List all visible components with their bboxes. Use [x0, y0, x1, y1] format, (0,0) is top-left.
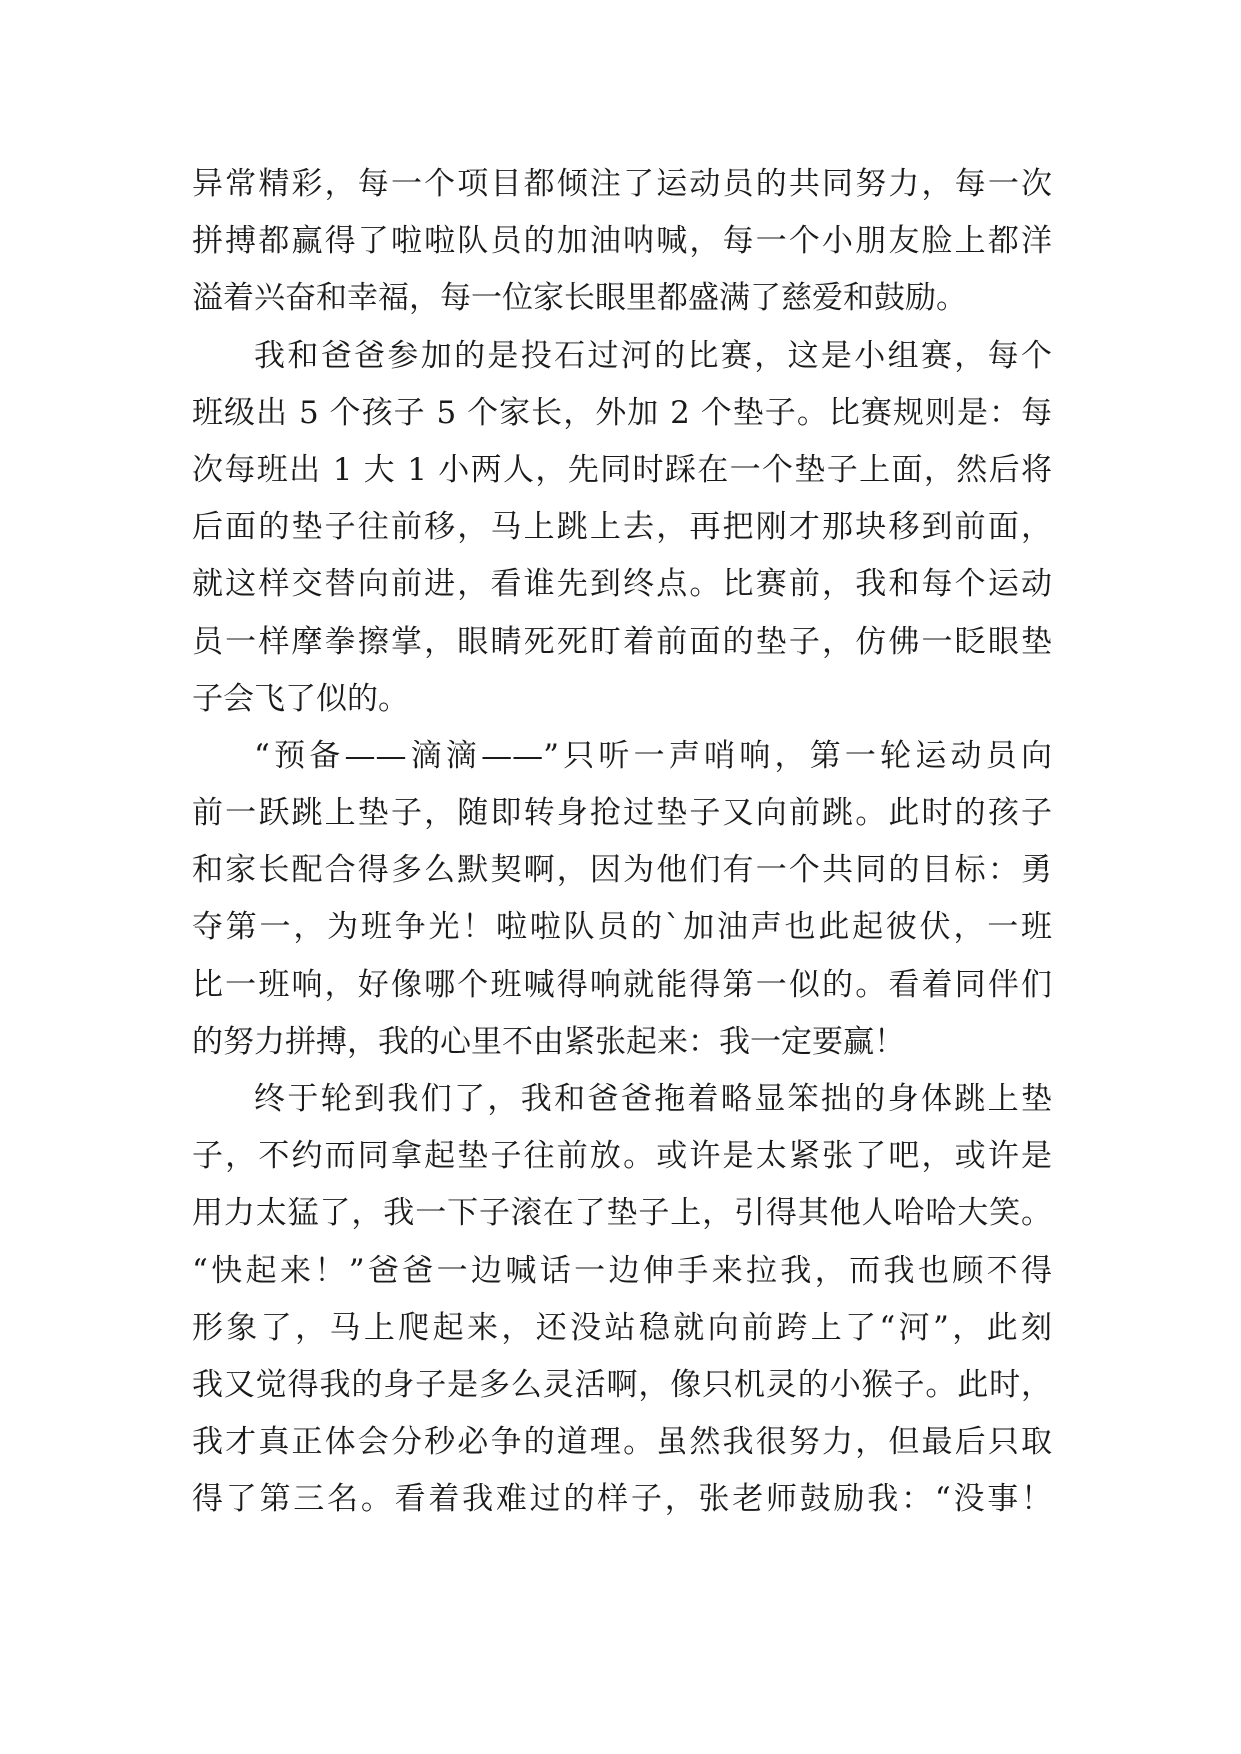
text-line: 比一班响，好像哪个班喊得响就能得第一似的。看着同伴们	[192, 966, 1052, 1003]
text-line: 和家长配合得多么默契啊，因为他们有一个共同的目标：勇	[192, 852, 1052, 889]
text-line: “快起来！”爸爸一边喊话一边伸手来拉我，而我也顾不得	[192, 1252, 1052, 1289]
body-text	[192, 156, 1052, 1529]
text-line: 后面的垫子往前移，马上跳上去，再把刚才那块移到前面，	[192, 509, 1052, 546]
text-line: 我才真正体会分秒必争的道理。虽然我很努力，但最后只取	[192, 1424, 1052, 1461]
text-line: 子会飞了似的。	[192, 680, 409, 717]
text-line: 终于轮到我们了，我和爸爸拖着略显笨拙的身体跳上垫	[254, 1081, 1052, 1117]
text-line: 异常精彩，每一个项目都倾注了运动员的共同努力，每一次	[192, 166, 1052, 202]
text-line: “预备——滴滴——”只听一声哨响，第一轮运动员向	[254, 737, 1052, 774]
text-line: 用力太猛了，我一下子滚在了垫子上，引得其他人哈哈大笑。	[192, 1195, 1052, 1232]
text-line: 的努力拼搏，我的心里不由紧张起来：我一定要赢！	[192, 1023, 905, 1060]
text-line: 形象了，马上爬起来，还没站稳就向前跨上了“河”，此刻	[192, 1309, 1052, 1346]
text-line: 次每班出 1 大 1 小两人，先同时踩在一个垫子上面，然后将	[192, 451, 1052, 488]
text-line: 溢着兴奋和幸福，每一位家长眼里都盛满了慈爱和鼓励。	[192, 280, 967, 317]
text-line: 子，不约而同拿起垫子往前放。或许是太紧张了吧，或许是	[192, 1138, 1052, 1175]
text-line: 员一样摩拳擦掌，眼睛死死盯着前面的垫子，仿佛一眨眼垫	[192, 623, 1052, 660]
text-line: 得了第三名。看着我难过的样子，张老师鼓励我：“没事！	[192, 1481, 1052, 1518]
text-line: 前一跃跳上垫子，随即转身抢过垫子又向前跳。此时的孩子	[192, 795, 1052, 832]
text-line: 我和爸爸参加的是投石过河的比赛，这是小组赛，每个	[254, 337, 1052, 374]
text-line: 就这样交替向前进，看谁先到终点。比赛前，我和每个运动	[192, 566, 1052, 603]
text-line: 拼搏都赢得了啦啦队员的加油呐喊，每一个小朋友脸上都洋	[192, 223, 1052, 260]
text-line: 夺第一，为班争光！啦啦队员的`加油声也此起彼伏，一班	[192, 909, 1052, 946]
text-line: 班级出 5 个孩子 5 个家长，外加 2 个垫子。比赛规则是：每	[192, 394, 1052, 431]
text-line: 我又觉得我的身子是多么灵活啊，像只机灵的小猴子。此时，	[192, 1366, 1052, 1403]
